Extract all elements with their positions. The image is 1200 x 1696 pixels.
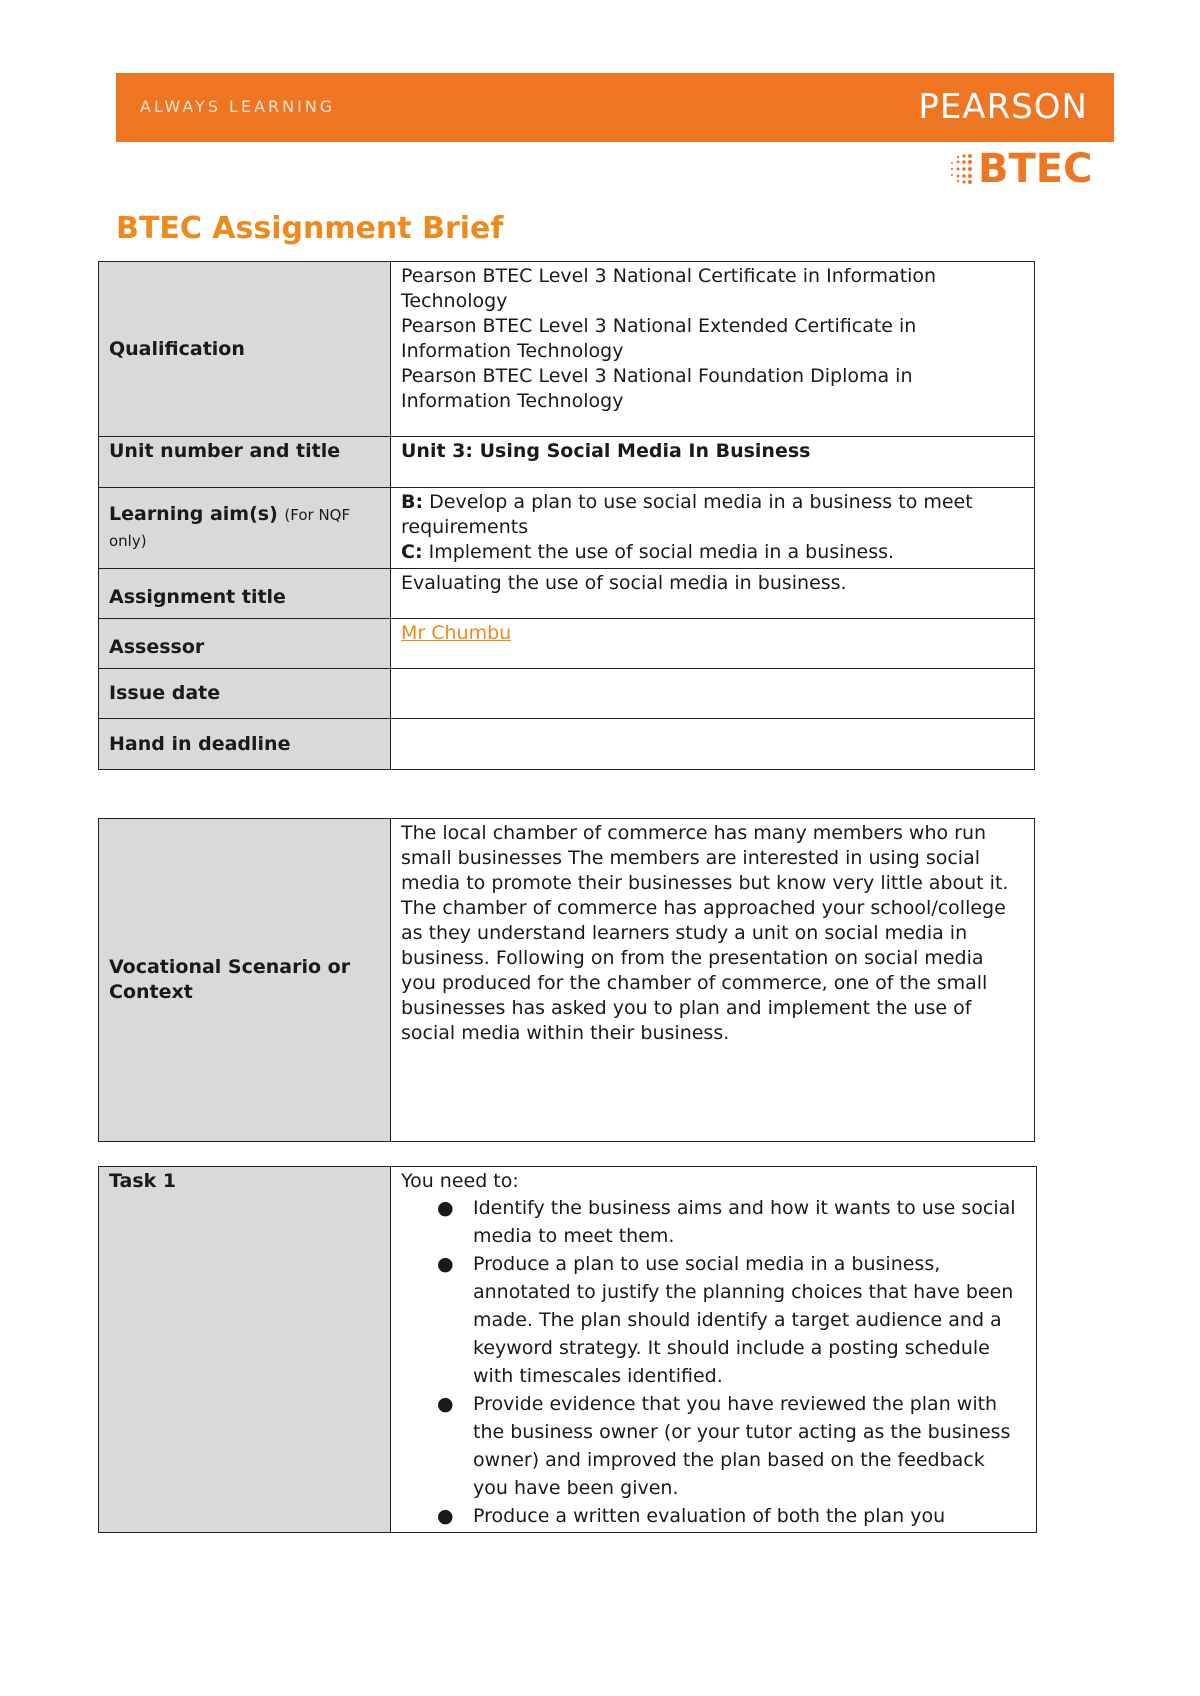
bullet-icon: ● — [437, 1393, 454, 1415]
bullet-icon: ● — [437, 1197, 454, 1219]
qualification-line: Pearson BTEC Level 3 National Extended Certificate in Information Technology — [401, 315, 917, 362]
learning-aims-note: (For NQF only) — [109, 506, 351, 550]
assessor-link[interactable]: Mr Chumbu — [401, 622, 512, 644]
unit-label: Unit number and title — [99, 437, 391, 488]
header-banner — [116, 73, 1114, 142]
assignment-title-value: Evaluating the use of social media in business. — [391, 569, 1035, 619]
pearson-logo: PEARSON — [918, 87, 1088, 127]
row-issue-date — [99, 669, 1035, 719]
task1-table — [98, 1166, 1037, 1533]
row-deadline — [99, 719, 1035, 770]
assessor-value — [391, 619, 1035, 669]
btec-logo-text: BTEC — [978, 146, 1093, 192]
issue-date-label: Issue date — [99, 669, 391, 719]
learning-aim-key: B: — [401, 491, 424, 513]
task1-list — [401, 1194, 1024, 1530]
row-scenario — [99, 819, 1035, 1142]
deadline-value — [391, 719, 1035, 770]
page-title: BTEC Assignment Brief — [116, 211, 504, 246]
learning-aims-label-text: Learning aim(s) — [109, 503, 278, 525]
list-item — [437, 1194, 1024, 1250]
list-item — [437, 1250, 1024, 1390]
learning-aims-value — [391, 488, 1035, 569]
assessor-label: Assessor — [99, 619, 391, 669]
task1-content — [391, 1167, 1037, 1533]
learning-aim-item — [401, 540, 1024, 565]
qualification-line: Pearson BTEC Level 3 National Certificate in Information Technology — [401, 265, 937, 312]
qualification-line: Pearson BTEC Level 3 National Foundation Diploma in Information Technology — [401, 365, 913, 412]
assignment-title-label: Assignment title — [99, 569, 391, 619]
list-item-text: Provide evidence that you have reviewed the plan with the business owner (or your tutor acting as the business owner) and improved the plan based on the feedback you have been given. — [473, 1393, 1011, 1499]
list-item — [437, 1390, 1024, 1502]
list-item — [437, 1502, 1024, 1530]
bullet-icon: ● — [437, 1505, 454, 1527]
unit-value: Unit 3: Using Social Media In Business — [391, 437, 1035, 488]
row-assessor — [99, 619, 1035, 669]
deadline-label: Hand in deadline — [99, 719, 391, 770]
task1-label: Task 1 — [99, 1167, 391, 1533]
learning-aim-key: C: — [401, 541, 423, 563]
qualification-label: Qualification — [99, 262, 391, 437]
btec-logo — [948, 146, 1092, 192]
row-assignment-title — [99, 569, 1035, 619]
learning-aims-label — [99, 488, 391, 569]
bullet-icon: ● — [437, 1253, 454, 1275]
btec-dots-icon — [948, 152, 974, 186]
row-task1 — [99, 1167, 1037, 1533]
scenario-label: Vocational Scenario or Context — [99, 819, 391, 1142]
row-qualification — [99, 262, 1035, 437]
learning-aim-item — [401, 490, 1024, 540]
learning-aim-text: Develop a plan to use social media in a business to meet requirements — [401, 491, 973, 538]
list-item-text: Produce a written evaluation of both the plan you — [473, 1505, 946, 1527]
tagline: ALWAYS LEARNING — [140, 97, 336, 116]
list-item-text: Identify the business aims and how it wants to use social media to meet them. — [473, 1197, 1016, 1247]
qualification-value — [391, 262, 1035, 437]
row-unit — [99, 437, 1035, 488]
scenario-text: The local chamber of commerce has many members who run small businesses The members are interested in using social media to promote their businesses but know very little about it. The chamber of commerce has approached your school/college as they understand learners study a unit on social media in business. Following on from the presentation on social media you produced for the chamber of commerce, one of the small businesses has asked you to plan and implement the use of social media within their business. — [391, 819, 1035, 1142]
scenario-table — [98, 818, 1035, 1142]
learning-aim-text: Implement the use of social media in a business. — [428, 541, 895, 563]
row-learning-aims — [99, 488, 1035, 569]
info-table — [98, 261, 1035, 770]
issue-date-value — [391, 669, 1035, 719]
list-item-text: Produce a plan to use social media in a business, annotated to justify the planning choices that have been made. The plan should identify a target audience and a keyword strategy. It should include a posting schedule with timescales identified. — [473, 1253, 1014, 1387]
task1-intro: You need to: — [401, 1170, 519, 1192]
